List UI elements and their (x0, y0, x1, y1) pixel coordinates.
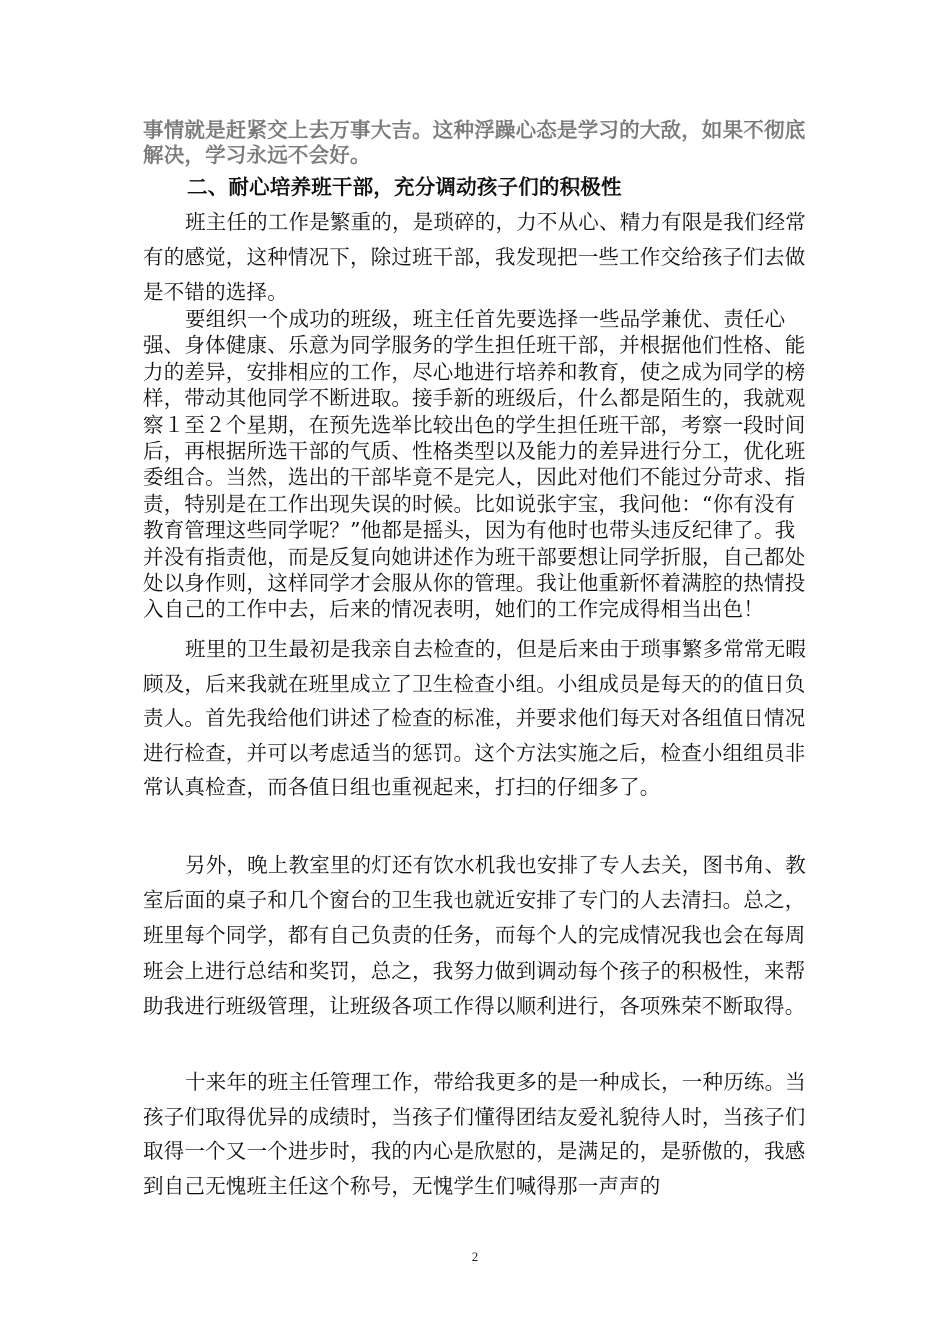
paragraph-workload: 班主任的工作是繁重的，是琐碎的，力不从心、精力有限是我们经常有的感觉，这种情况下，除过班干部，我发现把一些工作交给孩子们去做是不错的选择。 (143, 210, 806, 304)
paragraph-hygiene-group: 班里的卫生最初是我亲自去检查的，但是后来由于琐事繁多常常无暇顾及，后来我就在班里成立了卫生检查小组。小组成员是每天的的值日负责人。首先我给他们讲述了检查的标准，并要求他们每天对各组值日情况进行检查，并可以考虑适当的惩罚。这个方法实施之后，检查小组组员非常认真检查，而各值日组也重视起来，打扫的仔细多了。 (143, 637, 806, 800)
paragraph-class-cadres: 要组织一个成功的班级，班主任首先要选择一些品学兼优、责任心强、身体健康、乐意为同学服务的学生担任班干部，并根据他们性格、能力的差异，安排相应的工作，尽心地进行培养和教育，使之成为同学的榜样，带动其他同学不断进取。接手新的班级后，什么都是陌生的，我就观察１至２个星期，在预先选举比较出色的学生担任班干部，考察一段时间后，再根据所选干部的气质、性格类型以及能力的差异进行分工，优化班委组合。当然，选出的干部毕竟不是完人，因此对他们不能过分苛求、指责，特别是在工作出现失误的时候。比如说张宇宝，我问他：“你有没有教育管理这些同学呢？”他都是摇头，因为有他时也带头违反纪律了。我并没有指责他，而是反复向她讲述作为班干部要想让同学折服，自己都处处以身作则，这样同学才会服从你的管理。我让他重新怀着满腔的热情投入自己的工作中去，后来的情况表明，她们的工作完成得相当出色！ (143, 307, 806, 622)
carryover-paragraph: 事情就是赶紧交上去万事大吉。这种浮躁心态是学习的大敌，如果不彻底解决，学习永远不会好。 (143, 118, 806, 167)
paragraph-other-duties: 另外，晚上教室里的灯还有饮水机我也安排了专人去关，图书角、教室后面的桌子和几个窗台的卫生我也就近安排了专门的人去清扫。总之，班里每个同学，都有自己负责的任务，而每个人的完成情况我也会在每周班会上进行总结和奖罚，总之，我努力做到调动每个孩子的积极性，来帮助我进行班级管理，让班级各项工作得以顺利进行，各项殊荣不断取得。 (143, 853, 806, 1018)
paragraph-reflection: 十来年的班主任管理工作，带给我更多的是一种成长，一种历练。当孩子们取得优异的成绩时，当孩子们懂得团结友爱礼貌待人时，当孩子们取得一个又一个进步时，我的内心是欣慰的，是满足的，是骄傲的，我感到自己无愧班主任这个称号，无愧学生们喊得那一声声的 (143, 1070, 806, 1198)
page-number: 2 (471, 1249, 479, 1264)
section-heading: 二、耐心培养班干部，充分调动孩子们的积极性 (187, 175, 622, 199)
